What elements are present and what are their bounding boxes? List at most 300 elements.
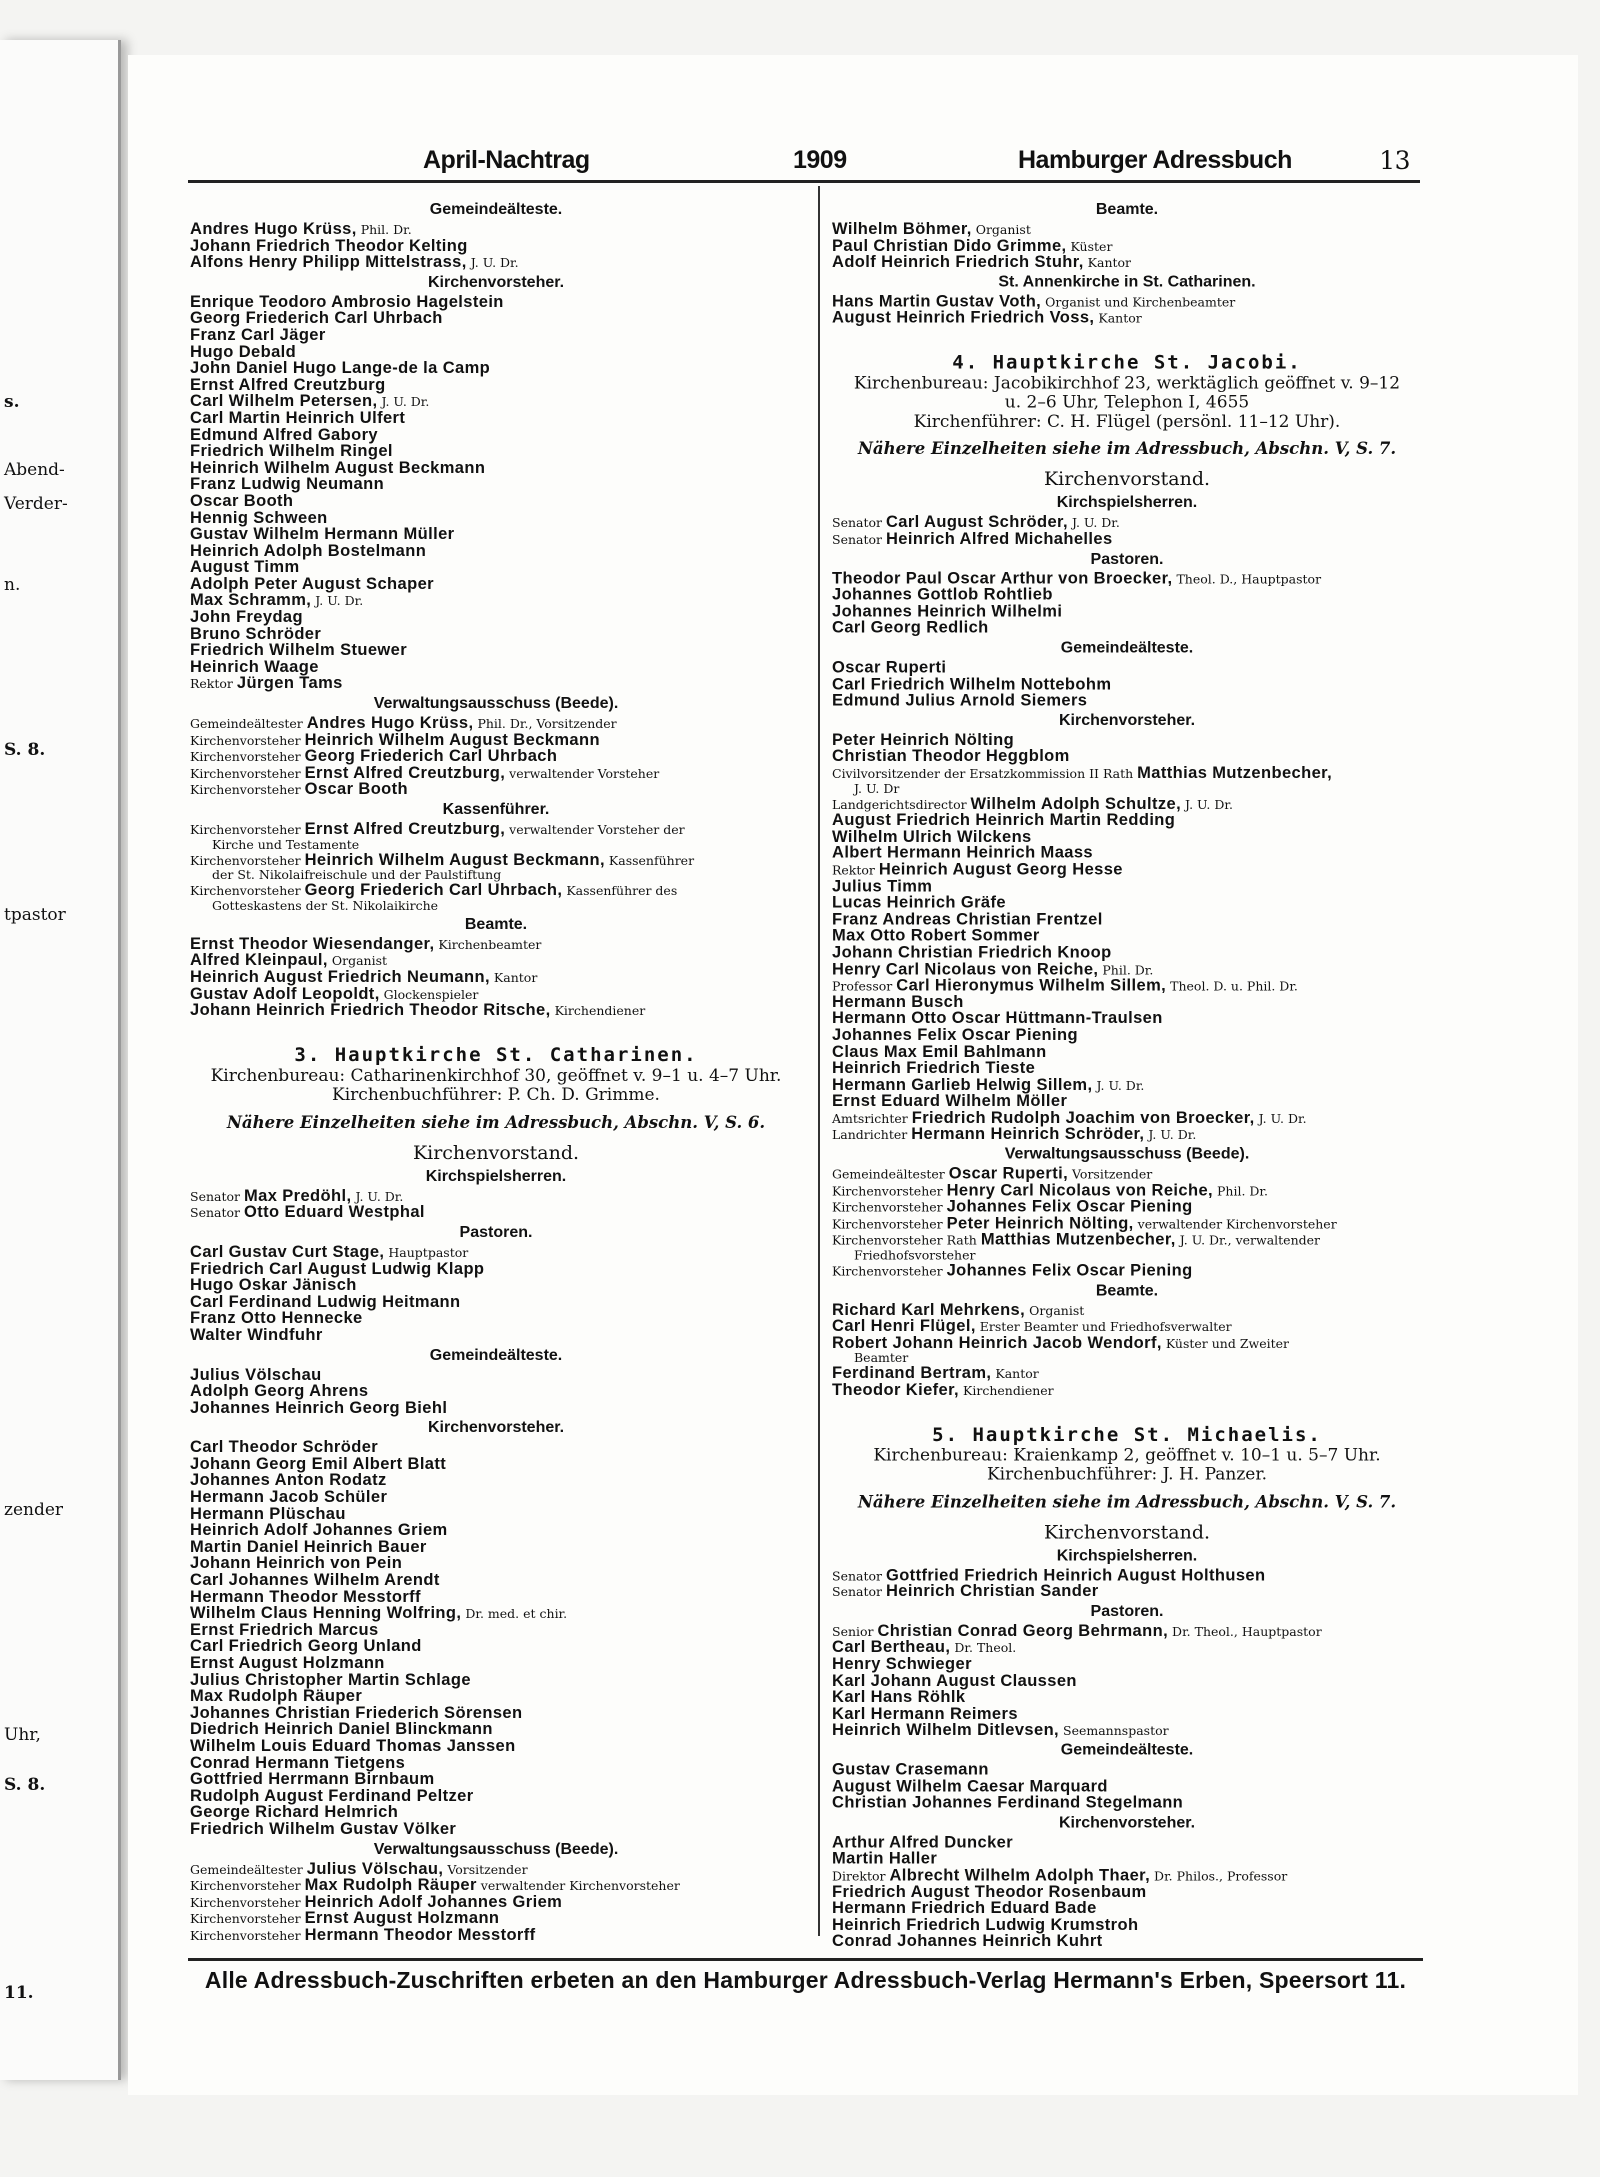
directory-entry — [832, 1762, 1422, 1779]
entry-role: Phil. Dr. — [356, 222, 412, 237]
directory-entry — [190, 1861, 802, 1878]
entry-name: August Heinrich Friedrich Voss, — [832, 308, 1095, 327]
entry-role: J. U. Dr. — [351, 1188, 404, 1204]
directory-entry — [190, 675, 802, 692]
entry-name: Gottfried Friedrich Heinrich August Holthusen — [885, 1565, 1266, 1584]
directory-entry — [832, 1834, 1422, 1851]
directory-entry — [832, 961, 1422, 978]
directory-entry — [832, 749, 1422, 766]
entry-name: Ernst Alfred Creutzburg — [190, 375, 386, 394]
entry-name: Franz Carl Jäger — [190, 325, 326, 344]
entry-title: Landrichter — [832, 1127, 912, 1143]
entry-title: Direktor — [832, 1868, 890, 1884]
directory-entry — [832, 977, 1422, 994]
directory-entry — [190, 543, 802, 560]
entry-name: Hennig Schween — [190, 508, 328, 527]
directory-entry — [832, 765, 1422, 795]
entry-role: Organist und Kirchenbeamter — [1041, 294, 1236, 310]
entry-role: verwaltender Vorsteher — [505, 765, 660, 781]
entry-name: Hugo Debald — [190, 342, 297, 361]
directory-entry — [832, 1917, 1422, 1934]
directory-entry — [190, 526, 802, 543]
directory-entry — [190, 1310, 802, 1327]
entry-title: Senator — [832, 515, 886, 531]
entry-name: Carl Gustav Curt Stage, — [190, 1242, 385, 1261]
entry-role: verwaltender Kirchenvorsteher — [476, 1878, 680, 1894]
directory-entry — [190, 1821, 802, 1838]
header-year: 1909 — [793, 146, 847, 174]
column-divider — [818, 186, 820, 1936]
directory-entry — [190, 1638, 802, 1655]
section-heading: Gemeindeälteste. — [429, 201, 563, 218]
directory-entry — [832, 812, 1422, 829]
entry-role: Küster und Zweiter — [1161, 1335, 1289, 1351]
entry-name: Julius Christopher Martin Schlage — [190, 1670, 471, 1689]
directory-entry — [832, 293, 1422, 310]
entry-name: Carl Friedrich Wilhelm Nottebohm — [832, 674, 1112, 693]
entry-name: Johann Friedrich Theodor Kelting — [190, 236, 468, 255]
entry-name: Adolf Heinrich Friedrich Stuhr, — [832, 252, 1084, 271]
entry-name: Carl Georg Redlich — [832, 619, 989, 637]
directory-entry — [832, 1318, 1422, 1335]
directory-entry — [832, 1215, 1422, 1232]
directory-entry — [832, 1232, 1422, 1262]
directory-entry — [190, 254, 802, 271]
directory-entry — [832, 1722, 1422, 1739]
directory-entry — [832, 845, 1422, 862]
directory-entry — [190, 1204, 802, 1221]
directory-entry — [832, 1623, 1422, 1640]
entry-name: Paul Christian Dido Grimme, — [832, 236, 1067, 255]
section-heading: Kirchenvorsteher. — [1058, 712, 1196, 730]
directory-entry — [190, 626, 802, 643]
church-office-info: Kirchenbureau: Catharinenkirchhof 30, geöffnet v. 9–1 u. 4–7 Uhr. — [210, 1065, 782, 1086]
entry-name: Johannes Gottlob Rohtlieb — [832, 585, 1053, 604]
entry-name: Carl Theodor Schröder — [190, 1438, 379, 1457]
entry-name: Heinrich Wilhelm August Beckmann — [190, 458, 486, 477]
entry-role: Organist — [327, 953, 388, 969]
directory-entry — [190, 1002, 802, 1019]
directory-entry — [832, 1795, 1422, 1812]
entry-name: Karl Hermann Reimers — [832, 1704, 1018, 1723]
edge-fragment: zender — [4, 1500, 64, 1520]
entry-name: Richard Karl Mehrkens, — [832, 1300, 1026, 1319]
directory-entry — [832, 1060, 1422, 1077]
directory-entry — [190, 1489, 802, 1506]
entry-name: Theodor Kiefer, — [832, 1380, 960, 1399]
directory-entry — [832, 1583, 1422, 1600]
directory-entry — [190, 1261, 802, 1278]
entry-title: Kirchenvorsteher — [190, 765, 305, 781]
directory-entry — [832, 587, 1422, 604]
entry-title: Gemeindeältester — [832, 1166, 949, 1182]
directory-entry — [190, 1910, 802, 1927]
entry-name: Martin Daniel Heinrich Bauer — [190, 1537, 427, 1556]
entry-title: Kirchenvorsteher — [190, 782, 305, 798]
reference-note: Nähere Einzelheiten siehe im Adressbuch, Abschn. V, S. 7. — [857, 439, 1397, 459]
entry-role: Kassenführer — [604, 852, 695, 868]
entry-name: Lucas Heinrich Gräfe — [832, 893, 1006, 912]
entry-name: Alfred Kleinpaul, — [190, 951, 328, 970]
directory-entry — [190, 969, 802, 986]
entry-name: Johann Heinrich von Pein — [190, 1554, 403, 1573]
directory-entry — [832, 1656, 1422, 1673]
entry-name: Adolph Georg Ahrens — [190, 1382, 369, 1401]
section-heading: Kirchspielsherren. — [1056, 494, 1198, 512]
directory-entry — [832, 620, 1422, 637]
directory-entry — [190, 1804, 802, 1821]
entry-name: Friedrich August Theodor Rosenbaum — [832, 1882, 1147, 1901]
entry-role: Phil. Dr. — [1213, 1183, 1268, 1199]
section-heading: Pastoren. — [459, 1223, 533, 1241]
entry-role: Kantor — [1094, 310, 1142, 326]
entry-name: Karl Johann August Claussen — [832, 1671, 1077, 1690]
entry-name: Matthias Mutzenbecher, — [1137, 764, 1333, 783]
entry-name: Johannes Anton Rodatz — [190, 1471, 387, 1490]
directory-entry — [190, 460, 802, 477]
board-subheading: Kirchenvorstand. — [412, 1141, 580, 1164]
entry-name: Hermann Friedrich Eduard Bade — [832, 1899, 1097, 1918]
entry-name: Gustav Crasemann — [832, 1760, 989, 1779]
directory-entry — [832, 570, 1422, 587]
directory-entry — [190, 360, 802, 377]
entry-name: Heinrich Friedrich Ludwig Krumstroh — [832, 1915, 1139, 1934]
church-heading: 5. Hauptkirche St. Michaelis. — [932, 1423, 1322, 1446]
entry-name: Johann Christian Friedrich Knoop — [832, 943, 1112, 962]
directory-entry — [190, 1705, 802, 1722]
entry-name: Max Predöhl, — [243, 1186, 352, 1205]
entry-name: Christian Johannes Ferdinand Stegelmann — [832, 1793, 1184, 1812]
entry-name: Johannes Christian Friederich Sörensen — [190, 1703, 523, 1722]
entry-continuation: J. U. Dr — [854, 780, 900, 796]
directory-entry — [832, 1778, 1422, 1795]
entry-name: George Richard Helmrich — [190, 1803, 399, 1822]
entry-title: Rektor — [190, 676, 237, 692]
entry-name: Heinrich Adolph Bostelmann — [190, 541, 427, 560]
entry-name: Oscar Booth — [190, 491, 294, 510]
entry-name: Julius Timm — [832, 877, 933, 896]
entry-name: Henry Carl Nicolaus von Reiche, — [832, 959, 1099, 978]
section-heading: Gemeindeälteste. — [1060, 1741, 1194, 1759]
section-heading: Beamte. — [1095, 1281, 1159, 1299]
directory-entry — [832, 1639, 1422, 1656]
reference-note: Nähere Einzelheiten siehe im Adressbuch, Abschn. V, S. 7. — [857, 1492, 1397, 1512]
entry-name: Ernst Eduard Wilhelm Möller — [832, 1092, 1068, 1111]
entry-role: Glockenspieler — [379, 986, 479, 1002]
entry-name: Carl Bertheau, — [832, 1638, 951, 1657]
entry-role: J. U. Dr. — [1092, 1077, 1145, 1093]
directory-entry — [190, 493, 802, 510]
entry-name: Albrecht Wilhelm Adolph Thaer, — [889, 1866, 1151, 1885]
entry-name: Andres Hugo Krüss, — [190, 220, 357, 238]
directory-entry — [832, 862, 1422, 879]
directory-entry — [190, 1383, 802, 1400]
directory-entry — [190, 443, 802, 460]
entry-name: Karl Hans Röhlk — [832, 1688, 966, 1707]
directory-entry — [190, 1539, 802, 1556]
church-office-info: Kirchenführer: C. H. Flügel (persönl. 11–12 Uhr). — [913, 412, 1341, 433]
entry-continuation: Friedhofsvorsteher — [854, 1247, 976, 1263]
section-heading: St. Annenkirche in St. Catharinen. — [998, 273, 1256, 291]
directory-entry — [190, 609, 802, 626]
directory-entry — [190, 1327, 802, 1344]
entry-name: Hermann Plüschau — [190, 1504, 346, 1523]
entry-role: J. U. Dr. — [1067, 515, 1120, 531]
entry-role: Phil. Dr., Vorsitzender — [473, 716, 617, 732]
directory-entry — [832, 659, 1422, 676]
entry-title: Landgerichtsdirector — [832, 796, 971, 812]
entry-name: Ernst Friedrich Marcus — [190, 1620, 379, 1639]
directory-entry — [832, 1900, 1422, 1917]
entry-title: Professor — [832, 978, 897, 994]
entry-role: J. U. Dr. — [311, 593, 364, 609]
directory-entry — [190, 1456, 802, 1473]
entry-continuation: Beamter — [854, 1350, 909, 1366]
directory-entry — [190, 476, 802, 493]
directory-entry — [190, 1894, 802, 1911]
directory-entry — [190, 765, 802, 782]
directory-entry — [832, 1199, 1422, 1216]
directory-entry — [190, 294, 802, 311]
entry-name: Oscar Booth — [304, 780, 409, 799]
entry-name: Wilhelm Adolph Schultze, — [970, 794, 1182, 813]
entry-title: Senator — [832, 531, 886, 547]
directory-entry — [832, 1166, 1422, 1183]
entry-role: Theol. D. u. Phil. Dr. — [1166, 978, 1298, 994]
directory-entry — [190, 344, 802, 361]
directory-entry — [190, 1439, 802, 1456]
entry-name: August Timm — [190, 558, 300, 577]
entry-name: Peter Heinrich Nölting, — [946, 1214, 1134, 1233]
entry-role: Kantor — [1083, 254, 1132, 270]
entry-title: Kirchenvorsteher — [832, 1263, 947, 1279]
directory-entry — [832, 1884, 1422, 1901]
section-heading: Beamte. — [1095, 200, 1159, 218]
entry-name: Enrique Teodoro Ambrosio Hagelstein — [190, 292, 504, 311]
entry-title: Amtsrichter — [832, 1110, 912, 1126]
footer-notice: Alle Adressbuch-Zuschriften erbeten an den Hamburger Adressbuch-Verlag Hermann's Erben, Speersort 11. — [188, 1958, 1423, 1994]
directory-entry — [832, 221, 1422, 238]
entry-name: Johann Georg Emil Albert Blatt — [190, 1454, 447, 1473]
edge-fragment: tpastor — [4, 905, 66, 925]
entry-role: Dr. Theol. — [950, 1640, 1017, 1656]
entry-continuation: Kirche und Testamente — [212, 836, 360, 852]
directory-entry — [832, 1182, 1422, 1199]
directory-entry — [832, 928, 1422, 945]
directory-entry — [190, 732, 802, 749]
entry-name: Julius Völschau — [190, 1365, 322, 1384]
left-column — [190, 198, 802, 1944]
entry-title: Gemeindeältester — [190, 1861, 307, 1877]
entry-name: Wilhelm Böhmer, — [832, 219, 972, 238]
entry-name: Franz Ludwig Neumann — [190, 475, 385, 494]
church-office-info: Kirchenbuchführer: J. H. Panzer. — [986, 1464, 1268, 1485]
entry-title: Rektor — [832, 862, 879, 878]
entry-continuation: der St. Nikolaifreischule und der Paulstiftung — [212, 867, 502, 883]
entry-title: Senator — [190, 1188, 244, 1204]
page-number: 13 — [1379, 146, 1410, 175]
directory-entry — [190, 1672, 802, 1689]
directory-entry — [190, 1877, 802, 1894]
directory-entry — [190, 410, 802, 427]
directory-entry — [832, 878, 1422, 895]
directory-entry — [190, 821, 802, 852]
section-heading: Pastoren. — [1090, 550, 1164, 568]
edge-fragment: S. 8. — [4, 1775, 46, 1795]
entry-name: Conrad Hermann Tietgens — [190, 1753, 406, 1772]
entry-name: Ernst August Holzmann — [304, 1909, 500, 1928]
edge-fragment: Verder- — [4, 494, 68, 514]
entry-name: Diedrich Heinrich Daniel Blinckmann — [190, 1720, 493, 1739]
directory-entry — [190, 1472, 802, 1489]
entry-name: Carl August Schröder, — [885, 513, 1068, 532]
directory-entry — [190, 1277, 802, 1294]
entry-name: Albert Hermann Heinrich Maass — [832, 844, 1094, 863]
entry-name: Oscar Ruperti, — [948, 1164, 1069, 1183]
entry-name: Hermann Theodor Messtorff — [304, 1925, 536, 1944]
directory-entry — [190, 592, 802, 609]
entry-title: Kirchenvorsteher — [190, 852, 305, 868]
entry-name: Johannes Felix Oscar Piening — [832, 1026, 1078, 1045]
entry-role: verwaltender Kirchenvorsteher — [1133, 1216, 1337, 1232]
entry-role: Kassenführer des — [562, 883, 678, 899]
entry-role: Organist — [971, 221, 1031, 237]
entry-name: John Daniel Hugo Lange-de la Camp — [190, 359, 491, 378]
board-subheading: Kirchenvorstand. — [1043, 1521, 1211, 1544]
entry-role: Dr. Philos., Professor — [1150, 1868, 1288, 1884]
entry-name: Ernst Alfred Creutzburg, — [304, 820, 506, 838]
directory-entry — [832, 531, 1422, 548]
entry-name: Carl Martin Heinrich Ulfert — [190, 408, 406, 427]
section-heading: Gemeindeälteste. — [429, 1346, 563, 1364]
entry-name: Carl Henri Flügel, — [832, 1317, 976, 1336]
directory-entry — [190, 221, 802, 238]
section-heading: Kirchenvorsteher. — [427, 273, 565, 291]
entry-role: Organist — [1025, 1302, 1085, 1318]
entry-name: Julius Völschau, — [306, 1859, 444, 1878]
entry-title: Kirchenvorsteher — [190, 883, 305, 899]
directory-entry — [832, 944, 1422, 961]
entry-name: Johannes Heinrich Georg Biehl — [190, 1398, 448, 1417]
entry-name: Bruno Schröder — [190, 624, 322, 643]
entry-title: Kirchenvorsteher — [190, 1911, 305, 1927]
entry-title: Kirchenvorsteher — [832, 1183, 947, 1199]
edge-fragment: Uhr, — [4, 1725, 41, 1745]
directory-entry — [832, 1567, 1422, 1584]
directory-entry — [190, 1555, 802, 1572]
entry-name: Heinrich Adolf Johannes Griem — [190, 1521, 448, 1540]
entry-title: Kirchenvorsteher Rath — [832, 1232, 981, 1248]
entry-name: Friedrich Wilhelm Gustav Völker — [190, 1819, 457, 1838]
entry-name: Robert Johann Heinrich Jacob Wendorf, — [832, 1333, 1162, 1352]
directory-entry — [832, 310, 1422, 327]
entry-title: Kirchenvorsteher — [190, 749, 305, 765]
entry-name: Oscar Ruperti — [832, 658, 947, 677]
entry-name: Heinrich Adolf Johannes Griem — [304, 1892, 563, 1911]
entry-role: Dr. med. et chir. — [461, 1606, 568, 1622]
entry-name: Wilhelm Ulrich Wilckens — [832, 827, 1032, 846]
section-heading: Kassenführer. — [442, 801, 550, 818]
entry-title: Gemeindeältester — [190, 716, 307, 732]
directory-entry — [190, 1589, 802, 1606]
edge-fragment: 11. — [4, 1983, 34, 2003]
entry-role: Küster — [1066, 238, 1113, 254]
entry-name: Heinrich Alfred Michahelles — [885, 529, 1113, 548]
directory-entry — [190, 1367, 802, 1384]
directory-entry — [190, 377, 802, 394]
board-subheading: Kirchenvorstand. — [1043, 468, 1211, 491]
directory-entry — [832, 895, 1422, 912]
edge-fragment: s. — [4, 392, 20, 412]
section-heading: Beamte. — [464, 915, 528, 933]
directory-entry — [190, 238, 802, 255]
section-heading: Kirchenvorsteher. — [427, 1419, 565, 1437]
entry-name: August Wilhelm Caesar Marquard — [832, 1777, 1108, 1796]
directory-entry — [190, 1927, 802, 1944]
directory-entry — [832, 1093, 1422, 1110]
directory-entry — [832, 693, 1422, 710]
directory-entry — [190, 748, 802, 765]
entry-name: Georg Friederich Carl Uhrbach — [304, 747, 558, 766]
entry-role: J. U. Dr. — [1144, 1127, 1197, 1143]
entry-name: Conrad Johannes Heinrich Kuhrt — [832, 1932, 1103, 1951]
entry-name: Edmund Alfred Gabory — [190, 425, 378, 444]
directory-entry — [832, 732, 1422, 749]
entry-name: Max Otto Robert Sommer — [832, 926, 1040, 945]
directory-entry — [832, 1673, 1422, 1690]
entry-name: Walter Windfuhr — [190, 1325, 323, 1344]
entry-name: Carl Johannes Wilhelm Arendt — [190, 1571, 440, 1590]
section-heading: Kirchenvorsteher. — [1058, 1814, 1196, 1832]
directory-entry — [190, 1572, 802, 1589]
directory-entry — [832, 237, 1422, 254]
entry-role: Dr. Theol., Hauptpastor — [1168, 1623, 1322, 1639]
edge-fragment: n. — [4, 575, 21, 595]
entry-name: Otto Eduard Westphal — [243, 1203, 425, 1222]
entry-name: Rudolph August Ferdinand Peltzer — [190, 1786, 474, 1805]
entry-name: Alfons Henry Philipp Mittelstrass, — [190, 253, 467, 272]
page-header — [188, 144, 1420, 183]
entry-role: J. U. Dr., verwaltender — [1175, 1232, 1321, 1248]
entry-title: Kirchenvorsteher — [190, 822, 305, 837]
entry-name: Johannes Felix Oscar Piening — [946, 1197, 1193, 1216]
section-heading: Verwaltungsausschuss (Beede). — [373, 695, 619, 713]
entry-name: Heinrich Wilhelm August Beckmann, — [304, 850, 605, 869]
entry-role: Kantor — [991, 1366, 1039, 1382]
directory-entry — [190, 310, 802, 327]
directory-entry — [190, 393, 802, 410]
directory-entry — [190, 882, 802, 913]
entry-name: Carl Wilhelm Petersen, — [190, 392, 378, 411]
entry-role: Hauptpastor — [384, 1244, 469, 1260]
entry-name: Andres Hugo Krüss, — [306, 714, 474, 733]
entry-name: Heinrich Wilhelm Ditlevsen, — [832, 1721, 1060, 1740]
entry-name: Arthur Alfred Duncker — [832, 1833, 1014, 1852]
entry-name: Theodor Paul Oscar Arthur von Broecker, — [832, 569, 1173, 588]
directory-entry — [190, 852, 802, 883]
entry-name: Max Schramm, — [190, 591, 312, 610]
directory-entry — [190, 1506, 802, 1523]
entry-title: Senator — [190, 1205, 244, 1221]
header-supplement-title: April-Nachtrag — [423, 146, 590, 174]
entry-name: Peter Heinrich Nölting — [832, 730, 1015, 749]
entry-role: Theol. D., Hauptpastor — [1172, 571, 1322, 587]
church-heading: 3. Hauptkirche St. Catharinen. — [294, 1043, 698, 1066]
directory-entry — [190, 1738, 802, 1755]
entry-continuation: Gotteskastens der St. Nikolaikirche — [212, 897, 439, 913]
entry-role: J. U. Dr. — [1181, 796, 1233, 812]
entry-name: Adolph Peter August Schaper — [190, 574, 434, 593]
